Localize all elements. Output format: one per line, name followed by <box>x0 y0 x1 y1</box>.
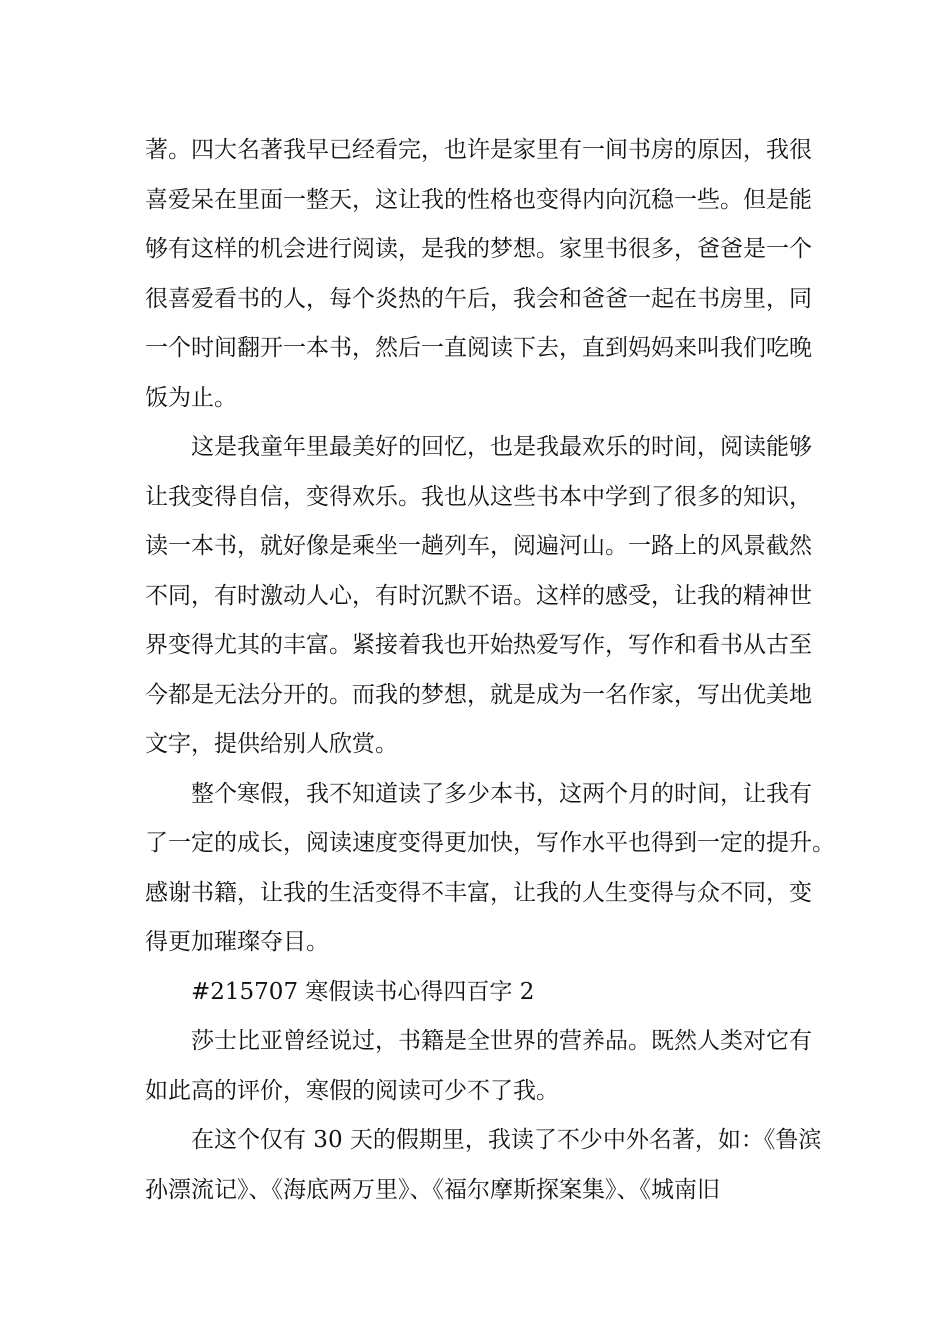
text-line: 读一本书，就好像是乘坐一趟列车，阅遍河山。一路上的风景截然 <box>145 533 812 559</box>
text-line: 文字，提供给别人欣赏。 <box>145 731 398 757</box>
text-line: 让我变得自信，变得欢乐。我也从这些书本中学到了很多的知识， <box>145 483 812 510</box>
document-body <box>145 126 835 1215</box>
text-line: 一个时间翻开一本书，然后一直阅读下去，直到妈妈来叫我们吃晚 <box>145 335 812 361</box>
text-line: 孙漂流记》、《海底两万里》、《福尔摩斯探案集》、《城南旧 <box>145 1176 720 1203</box>
text-line: 了一定的成长，阅读速度变得更加快，写作水平也得到一定的提升。 <box>145 830 835 856</box>
text-line: 著。四大名著我早已经看完，也许是家里有一间书房的原因，我很 <box>145 137 812 163</box>
section-heading: #215707 寒假读书心得四百字 2 <box>191 978 535 1005</box>
text-line: 如此高的评价，寒假的阅读可少不了我。 <box>145 1077 559 1104</box>
text-line: 喜爱呆在里面一整天，这让我的性格也变得内向沉稳一些。但是能 <box>145 186 812 213</box>
text-line: 今都是无法分开的。而我的梦想，就是成为一名作家，写出优美地 <box>145 681 812 708</box>
paragraph-first-line: 这是我童年里最美好的回忆，也是我最欢乐的时间，阅读能够 <box>191 434 812 460</box>
paragraph-first-line: 在这个仅有 30 天的假期里，我读了不少中外名著，如：《鲁滨 <box>191 1127 822 1153</box>
paragraph-first-line: 莎士比亚曾经说过，书籍是全世界的营养品。既然人类对它有 <box>191 1028 812 1054</box>
text-line: 不同，有时激动人心，有时沉默不语。这样的感受，让我的精神世 <box>145 582 812 609</box>
paragraph-first-line: 整个寒假，我不知道读了多少本书，这两个月的时间，让我有 <box>191 780 812 807</box>
text-line: 很喜爱看书的人，每个炎热的午后，我会和爸爸一起在书房里，同 <box>145 285 812 312</box>
text-line: 界变得尤其的丰富。紧接着我也开始热爱写作，写作和看书从古至 <box>145 632 812 658</box>
text-line: 感谢书籍，让我的生活变得不丰富，让我的人生变得与众不同，变 <box>145 879 812 906</box>
text-line: 饭为止。 <box>145 384 237 411</box>
text-line: 得更加璀璨夺目。 <box>145 929 329 955</box>
text-line: 够有这样的机会进行阅读，是我的梦想。家里书很多，爸爸是一个 <box>145 236 812 262</box>
